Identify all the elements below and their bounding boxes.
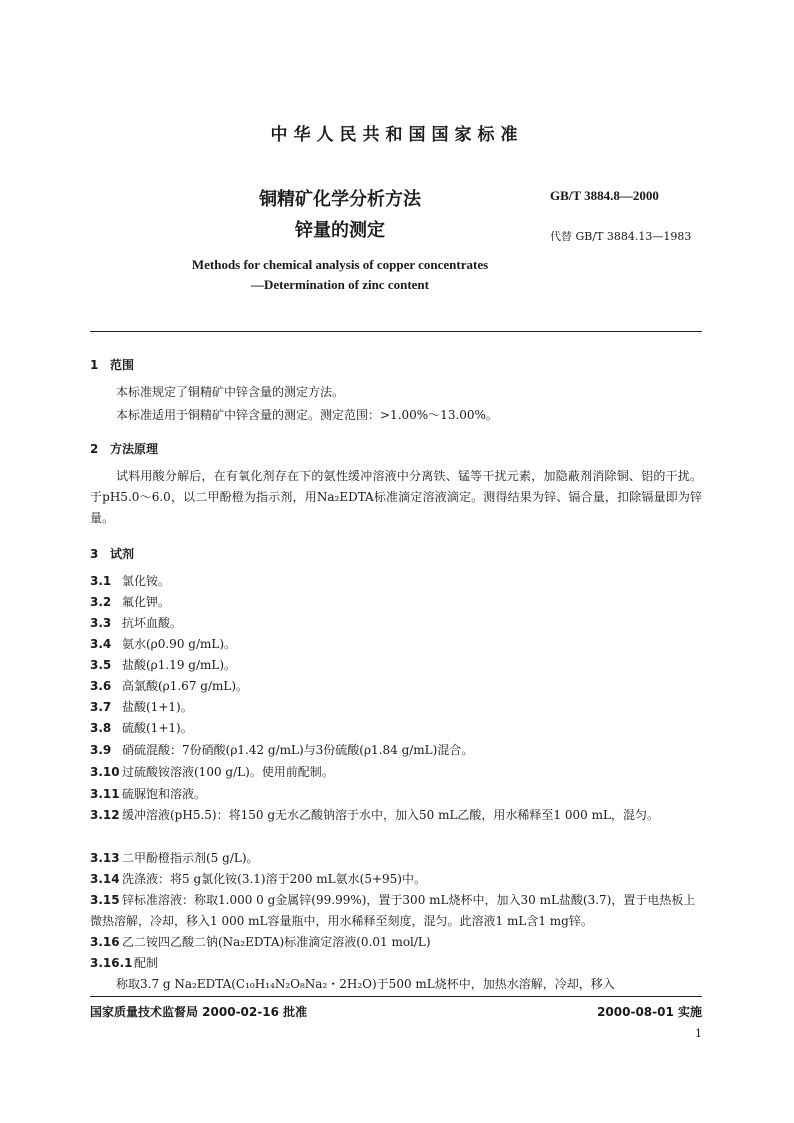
doc-title-line1: 铜精矿化学分析方法 — [259, 189, 421, 210]
principle-paragraph: 试料用酸分解后，在有氧化剂存在下的氨性缓冲溶液中分离铁、锰等干扰元素，加隐蔽剂消除铜、铝的干扰。于pH5.0～6.0，以二甲酚橙为指示剂，用Na₂EDTA标准滴定溶液滴定。测得结果为锌、镉合量，扣除镉量即为锌量。 — [90, 469, 702, 525]
reagent-item: 3.15 锌标准溶液：称取1.000 0 g金属锌(99.99%)，置于300 mL烧杯中，加入30 mL盐酸(3.7)，置于电热板上微热溶解，冷却，移入1 000 mL容量瓶中，用水稀释至刻度，混匀。此溶液1 mL含1 mg锌。 — [90, 893, 696, 928]
reagent-item: 3.7 盐酸(1+1)。 — [90, 700, 193, 714]
scope-paragraph-2: 本标准适用于铜精矿中锌含量的测定。测定范围：>1.00%～13.00%。 — [116, 408, 498, 422]
footer-divider — [90, 996, 702, 997]
implementation-date: 2000-08-01 实施 — [597, 1005, 702, 1019]
reagent-item: 3.11 硫脲饱和溶液。 — [90, 787, 207, 801]
section-number: 3 — [90, 547, 99, 561]
reagent-item: 3.2 氟化钾。 — [90, 595, 171, 609]
section-title: 试剂 — [110, 547, 135, 561]
reagent-item: 3.5 盐酸(ρ1.19 g/mL)。 — [90, 658, 237, 672]
reagent-item: 3.12 缓冲溶液(pH5.5)：将150 g无水乙酸钠溶于水中，加入50 mL乙酸，用水稀释至1 000 mL，混匀。 — [90, 808, 659, 822]
section-heading-reagents — [90, 545, 134, 562]
section-title: 方法原理 — [110, 442, 159, 456]
reagent-item: 3.3 抗坏血酸。 — [90, 616, 183, 630]
scope-paragraph-1: 本标准规定了铜精矿中锌含量的测定方法。 — [116, 385, 345, 399]
english-title-line1: Methods for chemical analysis of copper concentrates — [191, 257, 489, 272]
reagent-item: 3.6 高氯酸(ρ1.67 g/mL)。 — [90, 679, 249, 693]
reagent-item: 3.1 氯化铵。 — [90, 574, 171, 588]
replaces-standard: 代替 GB/T 3884.13—1983 — [550, 230, 692, 243]
reagent-item: 3.10 过硫酸铵溶液(100 g/L)。使用前配制。 — [90, 765, 334, 779]
section-title: 范围 — [110, 358, 135, 372]
standard-code: GB/T 3884.8—2000 — [550, 188, 659, 203]
reagent-item: 3.16.1配制 — [90, 956, 159, 970]
section-heading-principle — [90, 440, 158, 457]
standard-org-title: 中华人民共和国国家标准 — [270, 125, 524, 145]
section-number: 2 — [90, 442, 99, 456]
section-number: 1 — [90, 358, 99, 372]
reagent-item: 3.9 硝硫混酸：7份硝酸(ρ1.42 g/mL)与3份硫酸(ρ1.84 g/mL)混合。 — [90, 743, 474, 757]
reagent-item: 3.8 硫酸(1+1)。 — [90, 721, 193, 735]
reagent-item: 3.16 乙二铵四乙酸二钠(Na₂EDTA)标准滴定溶液(0.01 mol/L) — [90, 935, 431, 949]
reagent-item: 3.13 二甲酚橙指示剂(5 g/L)。 — [90, 851, 259, 865]
page-number: 1 — [695, 1027, 702, 1040]
doc-title-line2: 锌量的测定 — [295, 220, 385, 241]
preparation-paragraph: 称取3.7 g Na₂EDTA(C₁₀H₁₄N₂O₈Na₂・2H₂O)于500 mL烧杯中，加热水溶解，冷却，移入 — [116, 977, 615, 991]
approval-date: 国家质量技术监督局 2000-02-16 批准 — [90, 1005, 308, 1019]
english-title-line2: —Determination of zinc content — [251, 277, 429, 292]
header-divider — [90, 331, 702, 332]
section-heading-scope — [90, 356, 134, 373]
reagent-item: 3.14 洗涤液：将5 g氯化铵(3.1)溶于200 mL氨水(5+95)中。 — [90, 872, 426, 886]
reagent-item: 3.4 氨水(ρ0.90 g/mL)。 — [90, 637, 237, 651]
